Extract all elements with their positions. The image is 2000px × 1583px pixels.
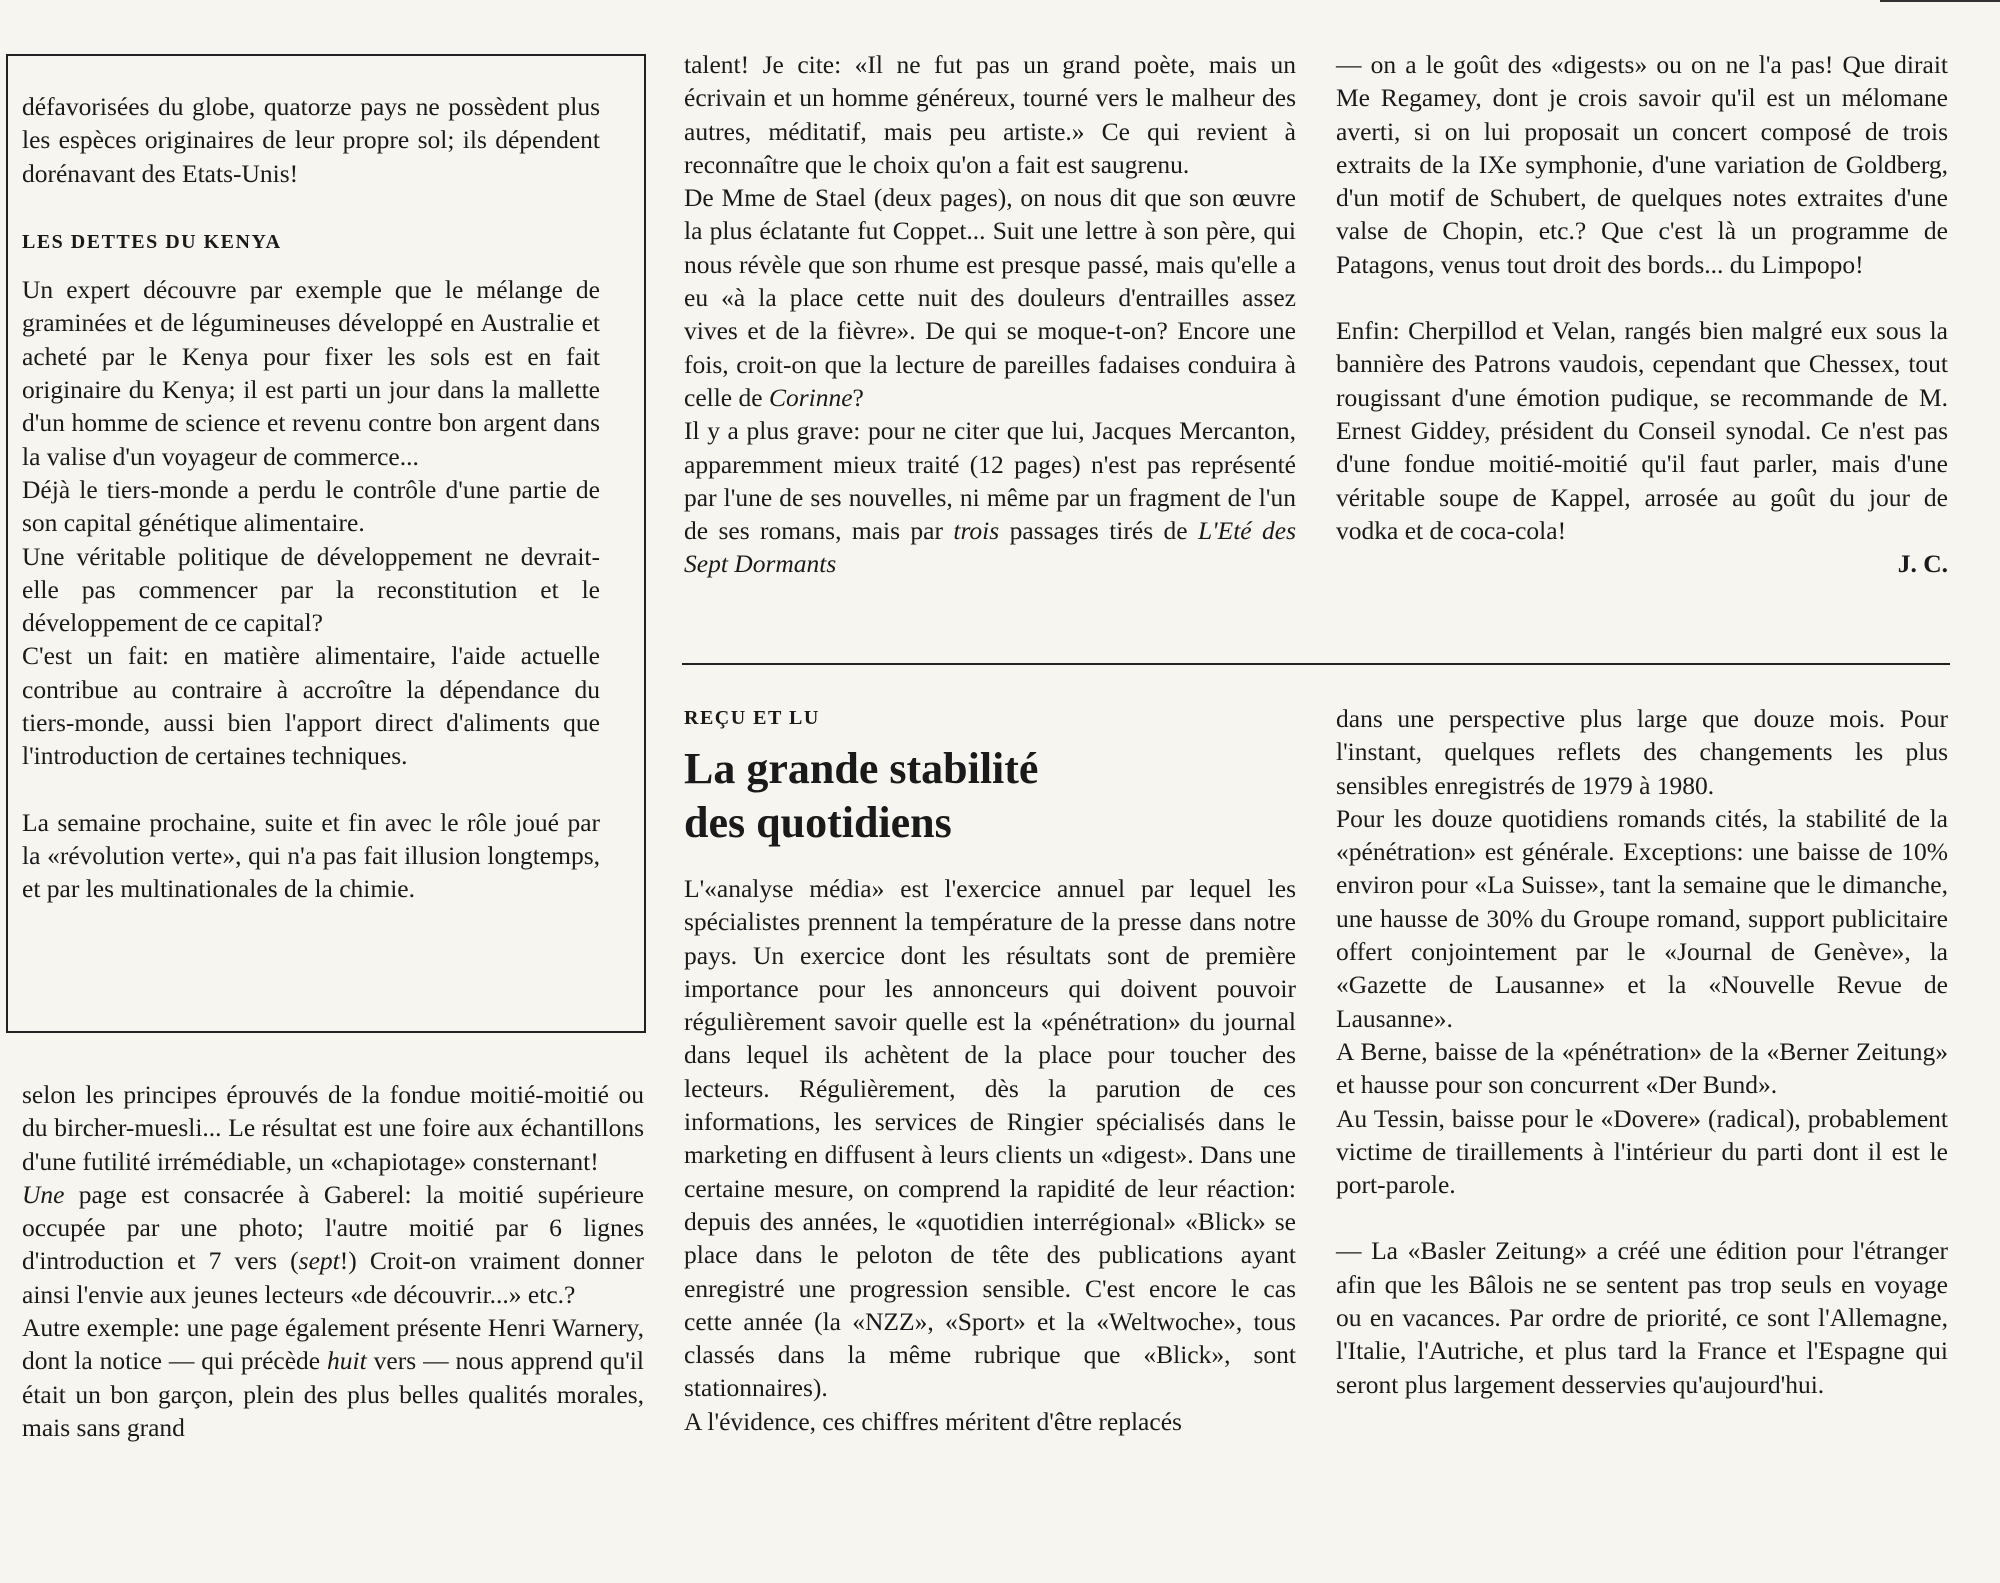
article-column-2	[1336, 702, 1948, 1401]
paragraph: Pour les douze quotidiens romands cités, la stabilité de la «pénétration» est générale. Exceptions: une baisse de 10% environ pour «La Suisse», tant la semaine que le dimanche, une hausse de 30% du Groupe romand, support publicitaire offert conjointement par le «Journal de Genève», la «Gazette de Lausanne» et la «Nouvelle Revue de Lausanne».	[1336, 803, 1948, 1033]
text-run: Autre exemple: une page également présente Henri Warnery, dont la notice — qui précède	[22, 1313, 644, 1376]
paragraph: Déjà le tiers-monde a perdu le contrôle d'une partie de son capital génétique alimentaire.	[22, 474, 600, 538]
paragraph: selon les principes éprouvés de la fondue moitié-moitié ou du bircher-muesli... Le résultat est une foire aux échantillons d'une futilité irrémédiable, un «chapiotage» consternant!	[22, 1080, 644, 1176]
paragraph	[684, 181, 1296, 414]
paragraph	[684, 414, 1296, 580]
text-run: vers — nous apprend qu'il était un bon garçon, plein des plus belles qualités morales, mais sans grand	[22, 1346, 644, 1442]
text-run: De Mme de Stael (deux pages), on nous dit que son œuvre la plus éclatante fut Coppet... Suit une lettre à son père, qui nous révèle que son rhume est presque passé, mais qu'elle a eu «à la place cette nuit des douleurs d'entrailles assez vives et de la fièvre». De qui se moque-t-on? Encore une fois, croit-on que la lecture de pareilles fadaises conduira à celle de	[684, 183, 1296, 412]
signature: J. C.	[1897, 549, 1948, 579]
paragraph: Un expert découvre par exemple que le mélange de graminées et de légumineuses développé en Australie et acheté par le Kenya pour fixer les sols est en fait originaire du Kenya; il est parti un jour dans la mallette d'un homme de science et revenu contre bon argent dans la valise d'un voyageur de commerce...	[22, 275, 600, 471]
text-run: Il y a plus grave: pour ne citer que lui, Jacques Mercanton, apparemment mieux traité (12 pages) n'est pas représenté par l'une de ses nouvelles, ni même par un fragment de l'un de ses romans, mais par	[684, 416, 1296, 546]
text-run: !) Croit-on vraiment donner ainsi l'envie aux jeunes lecteurs «de découvrir...» etc.?	[22, 1246, 644, 1309]
column-3-upper	[1336, 48, 1948, 580]
paragraph: L'«analyse média» est l'exercice annuel par lequel les spécialistes prennent la température de la presse dans notre pays. Un exercice dont les résultats sont de première importance pour les annonceurs qui doivent pouvoir régulièrement savoir quelle est la «pénétration» du journal dans lequel ils achètent de la place pour toucher des lecteurs. Régulièrement, dès la parution de ces informations, les services de Ringier spécialisés dans le marketing en diffusent à leurs clients un «digest». Dans une certaine mesure, on comprend la rapidité de leur réaction: depuis des années, le «quotidien interrégional» «Blick» se place dans le peloton de tête des publications ayant enregistré une progression sensible. C'est encore le cas cette année (la «NZZ», «Sport» et la «Weltwoche», tous classés dans la même rubrique que «Blick», sont stationnaires).	[684, 874, 1296, 1403]
section-title: LES DETTES DU KENYA	[22, 230, 282, 253]
paragraph: C'est un fait: en matière alimentaire, l'aide actuelle contribue au contraire à accroître la dépendance du tiers-monde, aussi bien l'apport direct d'aliments que l'introduction de certaines techniques.	[22, 641, 600, 771]
paragraph: Enfin: Cherpillod et Velan, rangés bien malgré eux sous la bannière des Patrons vaudois, cependant que Chessex, tout rougissant d'une émotion pudique, se recommande de M. Ernest Giddey, président du Conseil synodal. Ce n'est pas d'une fondue moitié-moitié qu'il faut parler, mais d'une véritable soupe de Kappel, arrosée au goût du jour de vodka et de coca-cola!	[1336, 316, 1948, 545]
emphasis: Corinne	[768, 382, 853, 412]
emphasis: sept	[298, 1246, 340, 1276]
headline-line-2: des quotidiens	[684, 798, 952, 847]
kicker: REÇU ET LU	[684, 707, 820, 729]
top-rule	[1880, 0, 2000, 2]
emphasis: trois	[953, 516, 1000, 546]
paragraph: Une véritable politique de développement ne devrait-elle pas commencer par la reconstitution et le développement de ce capital?	[22, 541, 600, 638]
text-run: passages tirés de	[999, 516, 1198, 546]
paragraph: dans une perspective plus large que douze mois. Pour l'instant, quelques reflets des changements les plus sensibles enregistrés de 1979 à 1980.	[1336, 704, 1948, 800]
section-rule	[682, 663, 1950, 665]
paragraph: A Berne, baisse de la «pénétration» de la «Berner Zeitung» et hausse pour son concurrent «Der Bund».	[1336, 1036, 1948, 1100]
text-run: page est consacrée à Gaberel: la moitié supérieure occupée par une photo; l'autre moitié par 6 lignes d'introduction et 7 vers (	[22, 1179, 644, 1276]
paragraph: A l'évidence, ces chiffres méritent d'être replacés	[684, 1406, 1182, 1436]
paragraph	[22, 1178, 644, 1311]
emphasis: L'Eté des Sept Dormants	[684, 516, 1296, 579]
emphasis: huit	[327, 1346, 367, 1376]
column-2-upper	[684, 48, 1296, 581]
boxed-article-text	[22, 90, 600, 906]
closing-paragraph: La semaine prochaine, suite et fin avec le rôle joué par la «révolution verte», qui n'a pas fait illusion longtemps, et par les multinationales de la chimie.	[22, 807, 600, 904]
article-column-1	[684, 704, 1296, 1438]
paragraph: Au Tessin, baisse pour le «Dovere» (radical), probablement victime de tiraillements à l'intérieur du parti dont il est le port-parole.	[1336, 1103, 1948, 1200]
text-run: ?	[852, 382, 864, 412]
column-1-lower	[22, 1078, 644, 1444]
box-paragraph: défavorisées du globe, quatorze pays ne possèdent plus les espèces originaires de leur propre sol; ils dépendent dorénavant des Etats-Unis!	[22, 92, 600, 188]
paragraph: talent! Je cite: «Il ne fut pas un grand poète, mais un écrivain et un homme généreux, tourné vers le malheur des autres, méditatif, mais peu artiste.» Ce qui revient à reconnaître que le choix qu'on a fait est saugrenu.	[684, 50, 1296, 179]
emphasis: Une	[22, 1179, 65, 1209]
headline-line-1: La grande stabilité	[684, 744, 1039, 793]
closing-paragraph: — La «Basler Zeitung» a créé une édition pour l'étranger afin que les Bâlois ne se sentent pas trop seuls en voyage ou en vacances. Par ordre de priorité, ce sont l'Allemagne, l'Italie, l'Autriche, et plus tard la France et l'Espagne qui seront plus largement desservies qu'aujourd'hui.	[1336, 1236, 1948, 1399]
paragraph: — on a le goût des «digests» ou on ne l'a pas! Que dirait Me Regamey, dont je crois savoir qu'il est un mélomane averti, si on lui proposait un concert composé de trois extraits de la IXe symphonie, d'une variation de Goldberg, d'un motif de Schubert, de quelques notes extraites d'une valse de Chopin, etc.? Que c'est là un programme de Patagons, venus tout droit des bords... du Limpopo!	[1336, 50, 1948, 279]
paragraph	[22, 1311, 644, 1444]
